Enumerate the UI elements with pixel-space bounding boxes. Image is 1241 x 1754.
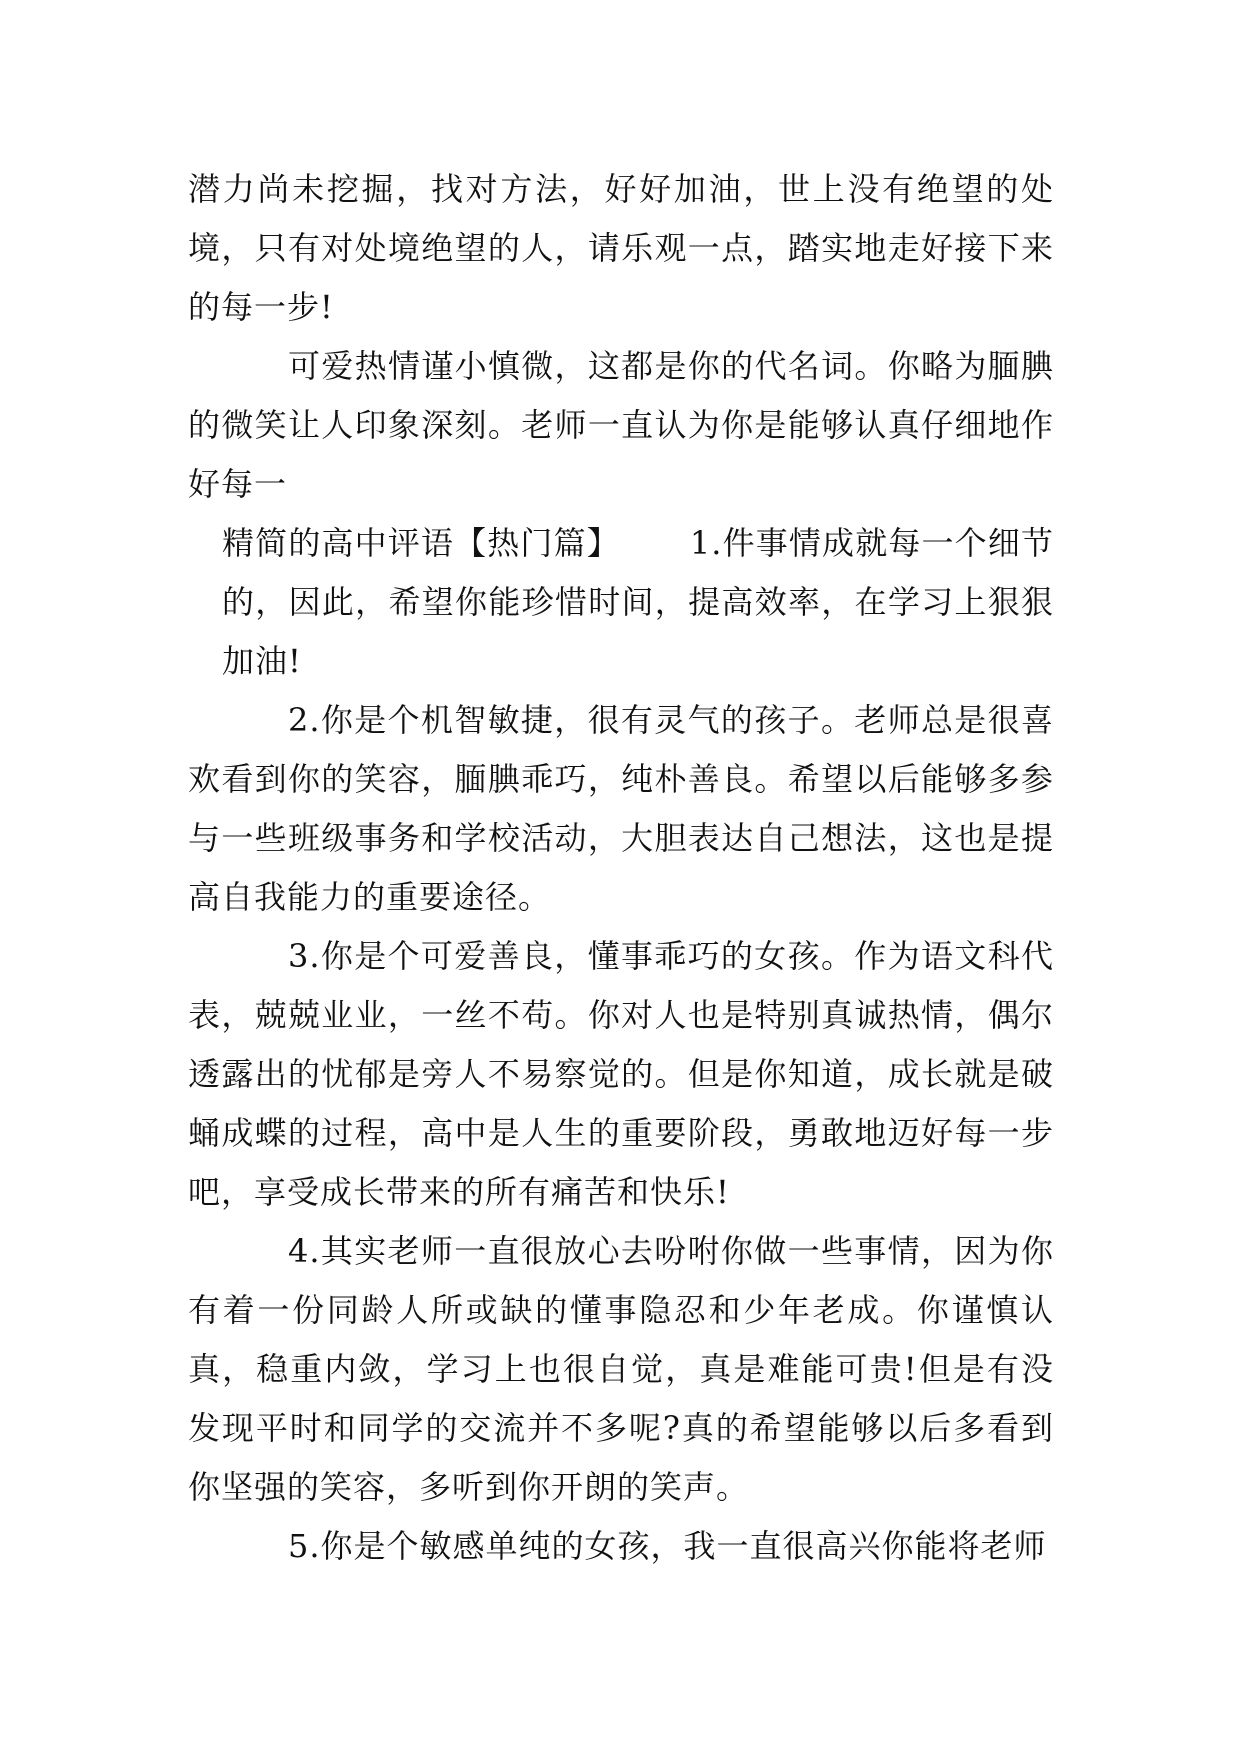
document-body <box>188 160 1054 1576</box>
paragraph-continuation: 潜力尚未挖掘，找对方法，好好加油，世上没有绝望的处境，只有对处境绝望的人，请乐观一点，踏实地走好接下来的每一步! <box>188 170 1054 326</box>
paragraph-comment-intro: 可爱热情谨小慎微，这都是你的代名词。你略为腼腆的微笑让人印象深刻。老师一直认为你是能够认真仔细地作好每一 <box>188 347 1054 503</box>
section-title: 精简的高中评语【热门篇】 <box>222 524 620 562</box>
comment-item-2: 2.你是个机智敏捷，很有灵气的孩子。老师总是很喜欢看到你的笑容，腼腆乖巧，纯朴善良。希望以后能够多参与一些班级事务和学校活动，大胆表达自己想法，这也是提高自我能力的重要途径。 <box>188 701 1054 916</box>
comment-item-3: 3.你是个可爱善良，懂事乖巧的女孩。作为语文科代表，兢兢业业，一丝不苟。你对人也是特别真诚热情，偶尔透露出的忧郁是旁人不易察觉的。但是你知道，成长就是破蛹成蝶的过程，高中是人生的重要阶段，勇敢地迈好每一步吧，享受成长带来的所有痛苦和快乐! <box>188 937 1054 1211</box>
comment-item-5: 5.你是个敏感单纯的女孩，我一直很高兴你能将老师 <box>288 1527 1047 1565</box>
comment-item-4: 4.其实老师一直很放心去吩咐你做一些事情，因为你有着一份同龄人所或缺的懂事隐忍和少年老成。你谨慎认真，稳重内敛，学习上也很自觉，真是难能可贵!但是有没发现平时和同学的交流并不多呢?真的希望能够以后多看到你坚强的笑容，多听到你开朗的笑声。 <box>188 1232 1054 1506</box>
section-heading-line <box>188 514 1054 691</box>
comment-item-1: 1.件事情成就每一个细节的，因此，希望你能珍惜时间，提高效率，在学习上狠狠加油! <box>222 524 1054 680</box>
